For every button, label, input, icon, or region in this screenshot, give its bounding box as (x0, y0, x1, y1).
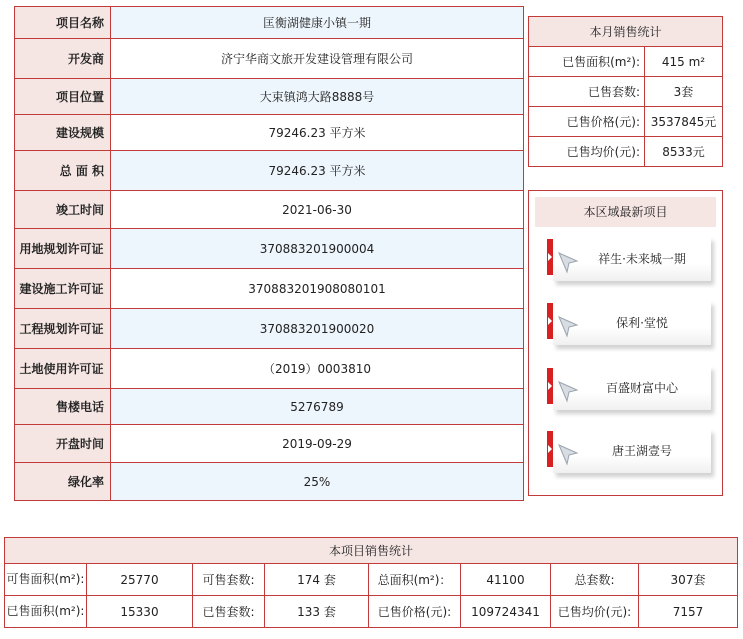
sold-price-label-summary: 已售价格(元): (369, 596, 461, 628)
project-sales-summary (4, 537, 738, 628)
info-label: 总 面 积 (15, 151, 111, 191)
project-info-table (14, 6, 524, 501)
info-value: 5276789 (111, 389, 524, 425)
avg-price-label-summary: 已售均价(元): (551, 596, 639, 628)
sold-price-label: 已售价格(元): (529, 107, 645, 137)
latest-project-name[interactable]: 百盛财富中心 (605, 381, 678, 395)
total-units-value: 307套 (639, 564, 738, 596)
info-row (15, 7, 524, 39)
info-label: 竣工时间 (15, 191, 111, 229)
latest-project-name[interactable]: 祥生·未来城一期 (598, 252, 686, 266)
latest-projects-panel (528, 190, 723, 496)
sold-area-label: 已售面积(m²): (529, 47, 645, 77)
info-value: 370883201900004 (111, 229, 524, 269)
avail-area-value: 25770 (87, 564, 193, 596)
info-row (15, 191, 524, 229)
latest-project-item[interactable] (547, 429, 715, 477)
sold-units-value-summary: 133 套 (265, 596, 369, 628)
sold-units-label: 已售套数: (529, 77, 645, 107)
info-row (15, 229, 524, 269)
info-value: 大束镇鸿大路8888号 (111, 79, 524, 115)
info-row (15, 425, 524, 463)
info-value: 370883201900020 (111, 309, 524, 349)
sold-price-value: 3537845元 (645, 107, 723, 137)
info-value: 匡衡湖健康小镇一期 (111, 7, 524, 39)
avg-price-value-summary: 7157 (639, 596, 738, 628)
avg-price-value: 8533元 (645, 137, 723, 167)
info-label: 建设规模 (15, 115, 111, 151)
info-value: （2019）0003810 (111, 349, 524, 389)
info-label: 项目名称 (15, 7, 111, 39)
info-value: 370883201908080101 (111, 269, 524, 309)
info-row (15, 269, 524, 309)
info-label: 建设施工许可证 (15, 269, 111, 309)
sold-price-value-summary: 109724341 (461, 596, 551, 628)
avail-units-value: 174 套 (265, 564, 369, 596)
marker-icon (547, 303, 553, 339)
latest-project-item[interactable] (547, 301, 715, 349)
info-label: 开盘时间 (15, 425, 111, 463)
info-value: 79246.23 平方米 (111, 151, 524, 191)
info-row (15, 39, 524, 79)
latest-project-item[interactable] (547, 366, 715, 414)
info-label: 用地规划许可证 (15, 229, 111, 269)
total-units-label: 总套数: (551, 564, 639, 596)
info-label: 工程规划许可证 (15, 309, 111, 349)
avg-price-label: 已售均价(元): (529, 137, 645, 167)
info-value: 2019-09-29 (111, 425, 524, 463)
marker-icon (547, 431, 553, 467)
total-area-label: 总面积(m²)： (369, 564, 461, 596)
avail-area-label: 可售面积(m²): (5, 564, 87, 596)
sold-units-value: 3套 (645, 77, 723, 107)
marker-icon (547, 239, 553, 275)
monthly-stats-title: 本月销售统计 (529, 17, 723, 47)
sold-area-value: 415 m² (645, 47, 723, 77)
info-row (15, 349, 524, 389)
info-row (15, 79, 524, 115)
marker-icon (547, 368, 553, 404)
total-area-value: 41100 (461, 564, 551, 596)
info-row (15, 115, 524, 151)
info-label: 项目位置 (15, 79, 111, 115)
info-label: 土地使用许可证 (15, 349, 111, 389)
info-row (15, 309, 524, 349)
info-value: 79246.23 平方米 (111, 115, 524, 151)
latest-project-name[interactable]: 唐王湖壹号 (611, 444, 672, 458)
sold-area-value-summary: 15330 (87, 596, 193, 628)
avail-units-label: 可售套数: (193, 564, 265, 596)
info-label: 绿化率 (15, 463, 111, 501)
info-label: 售楼电话 (15, 389, 111, 425)
latest-project-name[interactable]: 保利·堂悦 (616, 316, 668, 330)
info-row (15, 463, 524, 501)
latest-projects-title: 本区域最新项目 (535, 197, 716, 227)
summary-title: 本项目销售统计 (5, 538, 738, 564)
info-row (15, 389, 524, 425)
info-label: 开发商 (15, 39, 111, 79)
sold-area-label-summary: 已售面积(m²): (5, 596, 87, 628)
info-value: 济宁华商文旅开发建设管理有限公司 (111, 39, 524, 79)
info-value: 25% (111, 463, 524, 501)
info-row (15, 151, 524, 191)
info-value: 2021-06-30 (111, 191, 524, 229)
monthly-sales-stats (528, 16, 723, 167)
latest-project-item[interactable] (547, 237, 715, 285)
sold-units-label-summary: 已售套数: (193, 596, 265, 628)
